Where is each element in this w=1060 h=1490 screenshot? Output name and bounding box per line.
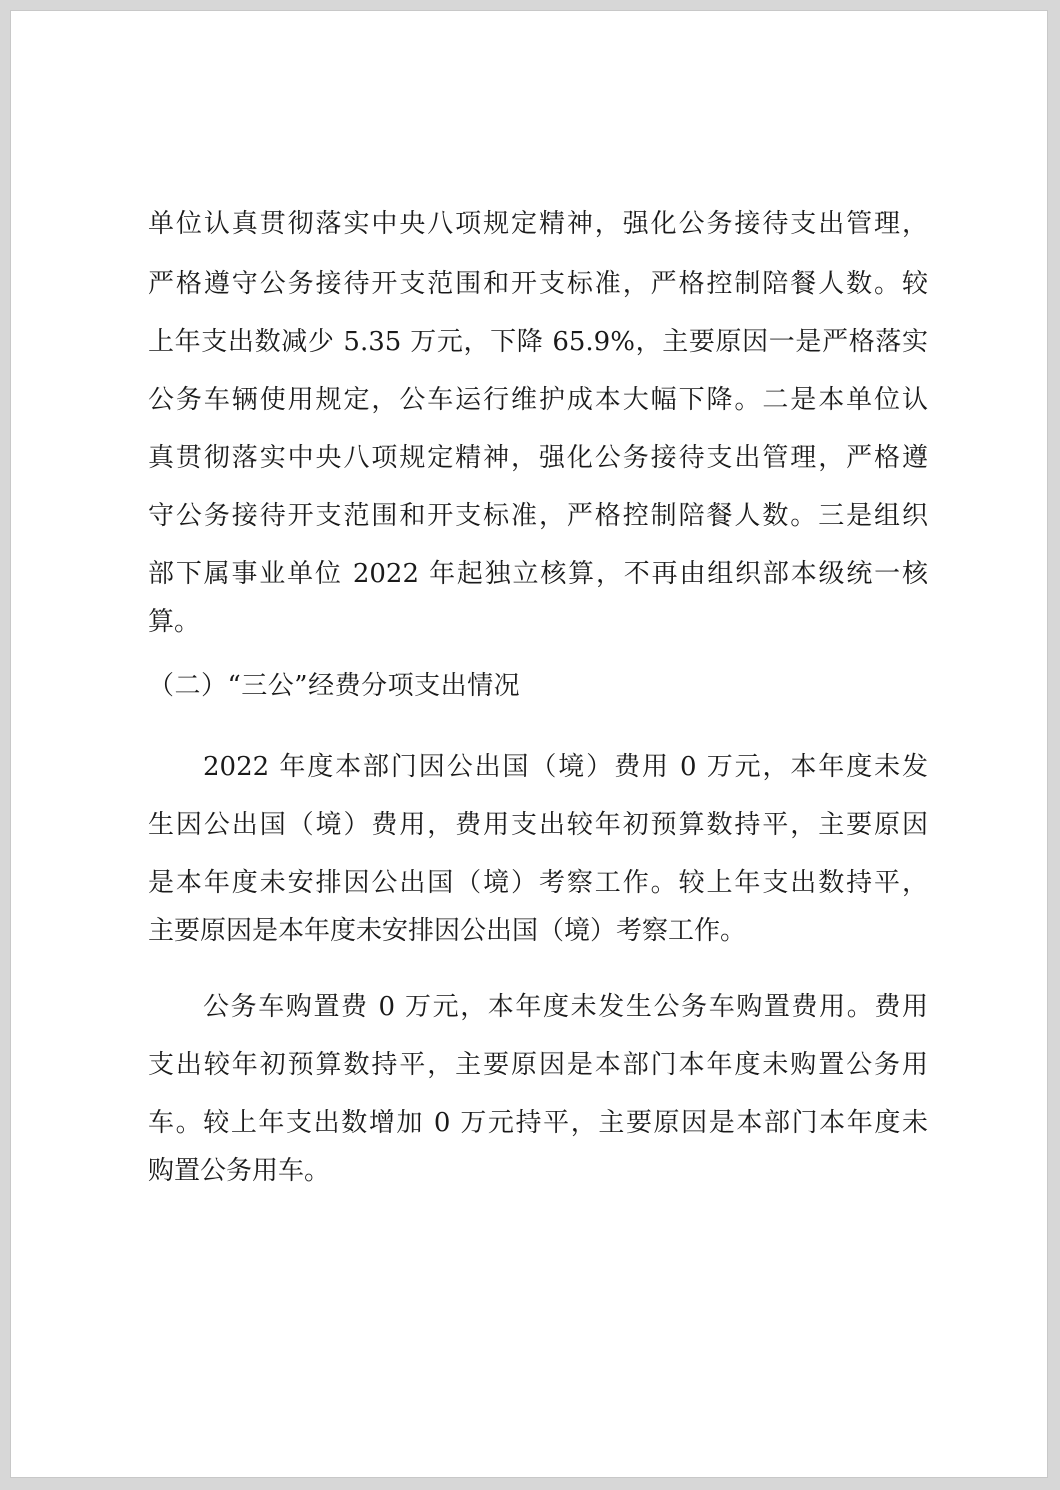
document-page [10, 10, 1048, 1478]
paragraph-line: 上年支出数减少 5.35 万元，下降 65.9%，主要原因一是严格落实 [148, 327, 928, 357]
paragraph-line: 主要原因是本年度未安排因公出国（境）考察工作。 [148, 916, 747, 946]
paragraph-line: 严格遵守公务接待开支范围和开支标准，严格控制陪餐人数。较 [148, 269, 928, 299]
paragraph-line: 是本年度未安排因公出国（境）考察工作。较上年支出数持平， [148, 868, 928, 898]
paragraph-line: 车。较上年支出数增加 0 万元持平，主要原因是本部门本年度未 [148, 1108, 928, 1138]
paragraph-line: 2022 年度本部门因公出国（境）费用 0 万元，本年度未发 [203, 752, 928, 782]
paragraph-line: 公务车辆使用规定，公车运行维护成本大幅下降。二是本单位认 [148, 385, 928, 415]
section-heading: （二）“三公”经费分项支出情况 [148, 671, 521, 701]
paragraph-line: 公务车购置费 0 万元，本年度未发生公务车购置费用。费用 [203, 992, 928, 1022]
paragraph-line: 单位认真贯彻落实中央八项规定精神，强化公务接待支出管理， [148, 209, 928, 239]
paragraph-line: 真贯彻落实中央八项规定精神，强化公务接待支出管理，严格遵 [148, 443, 928, 473]
paragraph-line: 生因公出国（境）费用，费用支出较年初预算数持平，主要原因 [148, 810, 928, 840]
paragraph-line: 部下属事业单位 2022 年起独立核算，不再由组织部本级统一核 [148, 559, 928, 589]
paragraph-line: 购置公务用车。 [148, 1156, 331, 1186]
paragraph-line: 算。 [148, 607, 201, 637]
paragraph-line: 守公务接待开支范围和开支标准，严格控制陪餐人数。三是组织 [148, 501, 928, 531]
paragraph-line: 支出较年初预算数持平，主要原因是本部门本年度未购置公务用 [148, 1050, 928, 1080]
